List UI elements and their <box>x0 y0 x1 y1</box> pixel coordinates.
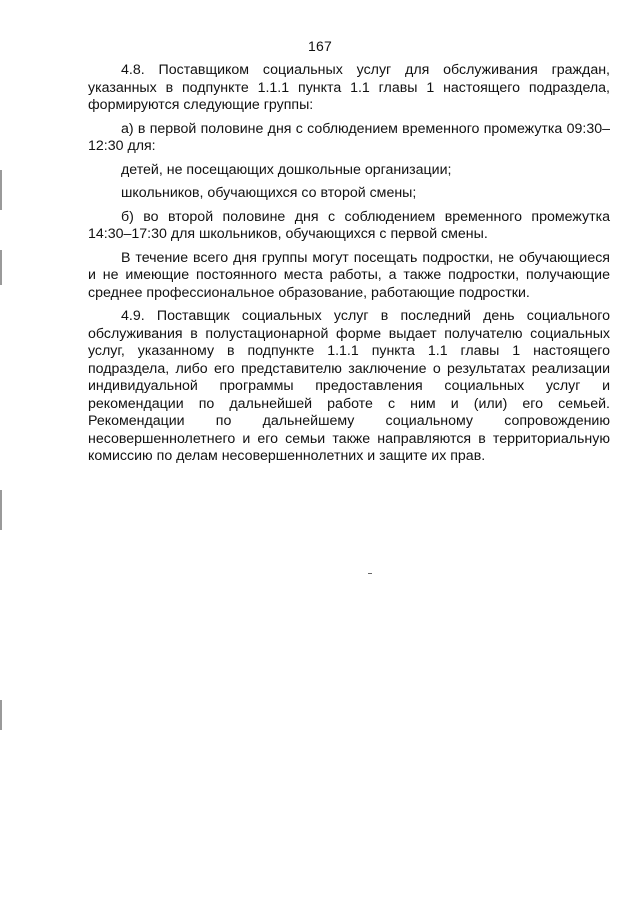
scan-edge-mark <box>0 700 2 730</box>
paragraph-item-b: б) во второй половине дня с соблюдением временного промежутка 14:30–17:30 для школьников, обучающихся с первой смены. <box>88 208 610 242</box>
scan-speck <box>368 573 372 574</box>
paragraph-4-8: 4.8. Поставщиком социальных услуг для обслуживания граждан, указанных в подпункте 1.1.1 пункта 1.1 главы 1 настоящего подраздела, формируются следующие группы: <box>88 62 610 113</box>
paragraph-children-preschool: детей, не посещающих дошкольные организации; <box>121 161 452 178</box>
page-number: 167 <box>308 38 332 54</box>
paragraph-second-shift: школьников, обучающихся со второй смены; <box>121 185 417 201</box>
paragraph-item-a: а) в первой половине дня с соблюдением временного промежутка 09:30–12:30 для: <box>88 120 610 154</box>
scan-edge-mark <box>0 250 2 285</box>
paragraph-whole-day: В течение всего дня группы могут посещать подростки, не обучающиеся и не имеющие постоянного места работы, а также подростки, получающие среднее профессиональное образование, работающие подростки. <box>88 249 610 301</box>
paragraph-4-9: 4.9. Поставщик социальных услуг в последний день социального обслуживания в полустационарной форме выдает получателю социальных услуг, указанному в подпункте 1.1.1 пункта 1.1 главы 1 настоящего подраздела, либо его представителю заключение о результатах реализации индивидуальной программы предоставления социальных услуг и рекомендации по дальнейшей работе с ним и (или) его семьей. Рекомендации по дальнейшему социальному сопровождению несовершеннолетнего и его семьи также направляются в территориальную комиссию по делам несовершеннолетних и защите их прав. <box>88 308 610 464</box>
document-body <box>88 62 610 472</box>
scan-edge-mark <box>0 490 2 530</box>
scan-edge-mark <box>0 170 2 210</box>
